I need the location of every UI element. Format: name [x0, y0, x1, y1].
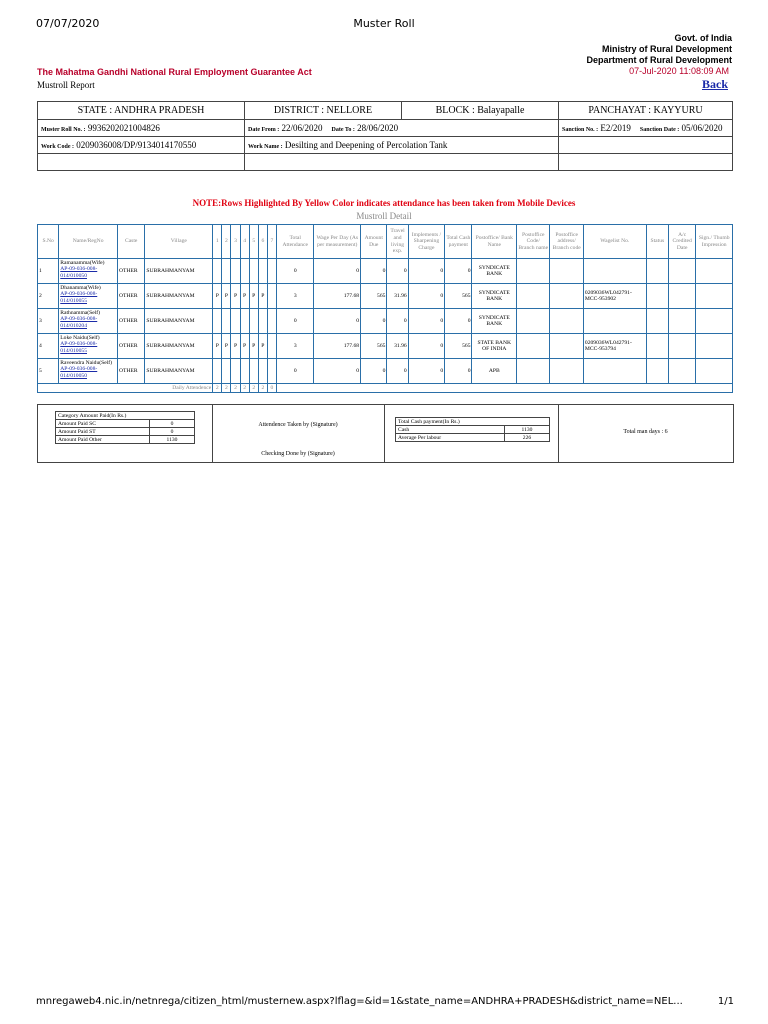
col-day-1: 1 — [213, 225, 222, 259]
cash-value: 1130 — [505, 426, 550, 434]
row-day-mark: P — [222, 284, 231, 309]
gov-of-india: Govt. of India — [674, 33, 732, 43]
row-caste: OTHER — [118, 259, 145, 284]
cash-summary-header: Total Cash payment(In Rs.) — [396, 418, 550, 426]
sanction-no-label: Sanction No. : — [562, 127, 599, 133]
ministry-name: Ministry of Rural Development — [601, 44, 732, 54]
row-amount-due: 0 — [361, 259, 387, 284]
row-credited-date — [668, 359, 695, 384]
col-travel: Travel and living exp. — [387, 225, 408, 259]
col-village: Village — [145, 225, 213, 259]
row-day-mark — [213, 259, 222, 284]
sanction-date-label: Sanction Date : — [639, 127, 680, 133]
row-travel: 0 — [387, 359, 408, 384]
daily-count: 2 — [258, 384, 267, 393]
row-sign — [696, 309, 733, 334]
footer-page-number: 1/1 — [717, 996, 734, 1007]
row-wagelist — [583, 359, 646, 384]
row-po-code — [517, 259, 550, 284]
row-implements: 0 — [408, 284, 444, 309]
row-amount-due: 0 — [361, 309, 387, 334]
col-bank: Postoffice/ Bank Name — [472, 225, 517, 259]
row-name — [59, 284, 118, 309]
row-day-mark: P — [249, 284, 258, 309]
table-row — [38, 309, 733, 334]
sanction-cell — [559, 120, 733, 137]
row-implements: 0 — [408, 309, 444, 334]
row-village: SUBRAHMANYAM — [145, 309, 213, 334]
category-label: Amount Paid SC — [56, 420, 150, 428]
row-sno: 5 — [38, 359, 59, 384]
row-day-mark — [240, 309, 249, 334]
row-day-mark: P — [240, 284, 249, 309]
daily-count: 2 — [231, 384, 240, 393]
row-village: SUBRAHMANYAM — [145, 359, 213, 384]
row-sno: 3 — [38, 309, 59, 334]
row-day-mark: P — [213, 334, 222, 359]
row-wage: 0 — [314, 359, 361, 384]
col-day-3: 3 — [231, 225, 240, 259]
col-sign: Sign./ Thumb Impression — [696, 225, 733, 259]
col-day-7: 7 — [267, 225, 276, 259]
col-amount-due: Amount Due — [361, 225, 387, 259]
row-amount-due: 565 — [361, 284, 387, 309]
col-caste: Caste — [118, 225, 145, 259]
row-total-attendance: 3 — [277, 334, 314, 359]
row-po-code — [517, 309, 550, 334]
row-day-mark — [249, 359, 258, 384]
row-wagelist: 0209036WL042791-MCC-953794 — [583, 334, 646, 359]
row-day-mark — [231, 309, 240, 334]
col-wage: Wage Per Day (As per measurement) — [314, 225, 361, 259]
row-bank: SYNDICATE BANK — [472, 309, 517, 334]
row-po-address — [550, 334, 583, 359]
row-amount-due: 565 — [361, 334, 387, 359]
row-day-mark: P — [249, 334, 258, 359]
table-row — [38, 334, 733, 359]
daily-count: 2 — [213, 384, 222, 393]
row-sno: 1 — [38, 259, 59, 284]
row-caste: OTHER — [118, 359, 145, 384]
row-name — [59, 359, 118, 384]
row-day-mark: P — [222, 334, 231, 359]
muster-rows — [38, 259, 733, 384]
daily-count: 2 — [240, 384, 249, 393]
state-cell: STATE : ANDHRA PRADESH — [38, 102, 245, 120]
row-day-mark — [222, 309, 231, 334]
cash-label: Average Per labour — [396, 434, 505, 442]
empty-cell — [38, 154, 245, 171]
row-day-mark — [249, 259, 258, 284]
worker-name: Raveendra Naidu(Self) — [60, 360, 112, 366]
row-village: SUBRAHMANYAM — [145, 259, 213, 284]
muster-roll-no: 9936202021004826 — [87, 123, 160, 133]
worker-name: Dhanamma(Wife) — [60, 285, 101, 291]
row-total-cash: 0 — [445, 309, 472, 334]
row-total-cash: 0 — [445, 259, 472, 284]
col-day-4: 4 — [240, 225, 249, 259]
row-caste: OTHER — [118, 309, 145, 334]
row-implements: 0 — [408, 334, 444, 359]
col-day-5: 5 — [249, 225, 258, 259]
empty-cell — [245, 154, 559, 171]
muster-roll-label: Muster Roll No. : — [41, 127, 86, 133]
work-name-label: Work Name : — [248, 144, 283, 150]
row-bank: SYNDICATE BANK — [472, 284, 517, 309]
row-total-attendance: 0 — [277, 309, 314, 334]
row-sign — [696, 284, 733, 309]
col-day-6: 6 — [258, 225, 267, 259]
row-status — [646, 309, 668, 334]
registration-link[interactable]: AP-09-036-008-014/010055 — [60, 341, 98, 354]
row-day-mark — [213, 359, 222, 384]
date-to: 28/06/2020 — [357, 123, 399, 133]
table-row — [38, 259, 733, 284]
row-day-mark — [213, 309, 222, 334]
row-day-mark — [240, 259, 249, 284]
row-bank: APB — [472, 359, 517, 384]
row-wage: 0 — [314, 309, 361, 334]
row-total-cash: 565 — [445, 334, 472, 359]
row-credited-date — [668, 309, 695, 334]
row-sign — [696, 334, 733, 359]
divider — [384, 405, 385, 462]
row-status — [646, 259, 668, 284]
report-timestamp: 07-Jul-2020 11:08:09 AM — [629, 66, 729, 76]
print-date: 07/07/2020 — [36, 17, 100, 30]
col-name: Name/RegNo — [59, 225, 118, 259]
mustroll-detail-caption: Mustroll Detail — [356, 211, 412, 221]
col-status: Status — [646, 225, 668, 259]
row-day-mark — [267, 284, 276, 309]
mobile-attendance-note: NOTE:Rows Highlighted By Yellow Color indicates attendance has been taken from Mobile Devices — [192, 198, 576, 208]
footer-url: mnregaweb4.nic.in/netnrega/citizen_html/musternew.aspx?lflag=&id=1&state_name=ANDHRA+PRADESH&district_name=NEL... — [36, 996, 683, 1007]
cash-label: Cash — [396, 426, 505, 434]
row-bank: STATE BANK OF INDIA — [472, 334, 517, 359]
row-bank: SYNDICATE BANK — [472, 259, 517, 284]
daily-count: 0 — [267, 384, 276, 393]
daily-attendance-row — [38, 384, 733, 393]
sanction-no: E2/2019 — [600, 123, 631, 133]
work-code-label: Work Code : — [41, 144, 74, 150]
row-po-address — [550, 359, 583, 384]
daily-attendance-label: Daily Attendence — [38, 384, 213, 393]
row-total-attendance: 3 — [277, 284, 314, 309]
row-credited-date — [668, 259, 695, 284]
col-total-attendance: Total Attendance — [277, 225, 314, 259]
table-row — [38, 284, 733, 309]
row-day-mark: P — [231, 284, 240, 309]
row-sign — [696, 359, 733, 384]
row-wage: 0 — [314, 259, 361, 284]
col-credited-date: A/c Credited Date — [668, 225, 695, 259]
category-paid-table — [55, 411, 195, 444]
category-value: 1130 — [150, 436, 195, 444]
registration-link[interactable]: AP-09-036-008-014/010050 — [60, 366, 98, 379]
sanction-date: 05/06/2020 — [681, 123, 723, 133]
registration-link[interactable]: AP-09-036-008-014/010055 — [60, 291, 98, 304]
total-man-days: Total man days : 6 — [623, 429, 668, 435]
worker-name: Ramanamma(Wife) — [60, 260, 105, 266]
row-village: SUBRAHMANYAM — [145, 284, 213, 309]
work-code: 0209036008/DP/9134014170550 — [76, 140, 197, 150]
summary-box — [37, 404, 734, 463]
row-day-mark — [231, 359, 240, 384]
row-sign — [696, 259, 733, 284]
muster-info-table — [37, 101, 733, 171]
row-day-mark: P — [240, 334, 249, 359]
row-travel: 31.96 — [387, 284, 408, 309]
row-credited-date — [668, 284, 695, 309]
row-day-mark — [258, 359, 267, 384]
row-day-mark: P — [231, 334, 240, 359]
row-wagelist — [583, 259, 646, 284]
row-po-address — [550, 259, 583, 284]
row-day-mark — [222, 359, 231, 384]
col-wagelist: Wagelist No. — [583, 225, 646, 259]
worker-name: Loke Naidu(Self) — [60, 335, 100, 341]
district-cell: DISTRICT : NELLORE — [245, 102, 402, 120]
row-travel: 31.96 — [387, 334, 408, 359]
row-wage: 177.68 — [314, 284, 361, 309]
row-total-cash: 565 — [445, 284, 472, 309]
row-implements: 0 — [408, 259, 444, 284]
row-day-mark: P — [258, 284, 267, 309]
category-value: 0 — [150, 420, 195, 428]
row-status — [646, 334, 668, 359]
row-wage: 177.68 — [314, 334, 361, 359]
col-day-2: 2 — [222, 225, 231, 259]
category-label: Amount Paid Other — [56, 436, 150, 444]
muster-detail-table — [37, 224, 733, 393]
row-total-cash: 0 — [445, 359, 472, 384]
row-status — [646, 284, 668, 309]
row-travel: 0 — [387, 309, 408, 334]
department-name: Department of Rural Development — [586, 55, 732, 65]
work-code-cell — [38, 137, 245, 154]
work-name-cell — [245, 137, 559, 154]
row-day-mark: P — [258, 334, 267, 359]
row-name — [59, 309, 118, 334]
checking-signature: Checking Done by (Signature) — [261, 451, 335, 457]
row-day-mark — [267, 259, 276, 284]
row-po-address — [550, 309, 583, 334]
row-status — [646, 359, 668, 384]
row-caste: OTHER — [118, 334, 145, 359]
date-from: 22/06/2020 — [281, 123, 323, 133]
row-po-code — [517, 284, 550, 309]
row-day-mark — [258, 309, 267, 334]
row-wagelist: 0209036WL042791-MCC-953902 — [583, 284, 646, 309]
col-po-address: Postoffice address/ Branch code — [550, 225, 583, 259]
category-label: Amount Paid ST — [56, 428, 150, 436]
row-day-mark — [222, 259, 231, 284]
work-name: Desilting and Deepening of Percolation Tank — [284, 140, 448, 150]
col-total-cash: Total Cash payment — [445, 225, 472, 259]
row-caste: OTHER — [118, 284, 145, 309]
act-title: The Mahatma Gandhi National Rural Employment Guarantee Act — [37, 67, 312, 77]
muster-roll-no-cell — [38, 120, 245, 137]
row-wagelist — [583, 309, 646, 334]
row-po-code — [517, 359, 550, 384]
date-to-label: Date To : — [331, 127, 355, 133]
row-day-mark — [267, 334, 276, 359]
row-po-address — [550, 284, 583, 309]
row-implements: 0 — [408, 359, 444, 384]
row-sno: 4 — [38, 334, 59, 359]
row-total-attendance: 0 — [277, 259, 314, 284]
row-credited-date — [668, 334, 695, 359]
row-day-mark — [240, 359, 249, 384]
empty-cell — [559, 154, 733, 171]
row-day-mark — [267, 359, 276, 384]
col-implements: Implements / Sharpening Charge — [408, 225, 444, 259]
date-from-label: Date From : — [248, 127, 280, 133]
row-travel: 0 — [387, 259, 408, 284]
cash-summary-table — [395, 417, 550, 442]
row-day-mark: P — [213, 284, 222, 309]
row-village: SUBRAHMANYAM — [145, 334, 213, 359]
print-title: Muster Roll — [353, 17, 415, 30]
col-sno: S.No — [38, 225, 59, 259]
date-range-cell — [245, 120, 559, 137]
col-po-code: Postoffice Code/ Branch name — [517, 225, 550, 259]
daily-count: 2 — [249, 384, 258, 393]
row-po-code — [517, 334, 550, 359]
row-amount-due: 0 — [361, 359, 387, 384]
empty-cell — [559, 137, 733, 154]
row-sno: 2 — [38, 284, 59, 309]
worker-name: Rathnamma(Self) — [60, 310, 101, 316]
row-day-mark — [258, 259, 267, 284]
cash-value: 226 — [505, 434, 550, 442]
category-paid-header: Category Amount Paid(In Rs.) — [56, 412, 195, 420]
row-name — [59, 334, 118, 359]
row-name — [59, 259, 118, 284]
table-row — [38, 359, 733, 384]
panchayat-cell: PANCHAYAT : KAYYURU — [559, 102, 733, 120]
row-total-attendance: 0 — [277, 359, 314, 384]
category-value: 0 — [150, 428, 195, 436]
row-day-mark — [249, 309, 258, 334]
row-day-mark — [267, 309, 276, 334]
back-link[interactable]: Back — [701, 77, 728, 91]
registration-link[interactable]: AP-09-036-008-014/010050 — [60, 266, 98, 279]
daily-count: 2 — [222, 384, 231, 393]
row-day-mark — [231, 259, 240, 284]
block-cell: BLOCK : Balayapalle — [402, 102, 559, 120]
report-name: Mustroll Report — [37, 80, 95, 90]
attendance-signature: Attendence Taken by (Signature) — [258, 422, 338, 428]
empty-cell — [277, 384, 733, 393]
registration-link[interactable]: AP-09-036-008-014/010204 — [60, 316, 98, 329]
